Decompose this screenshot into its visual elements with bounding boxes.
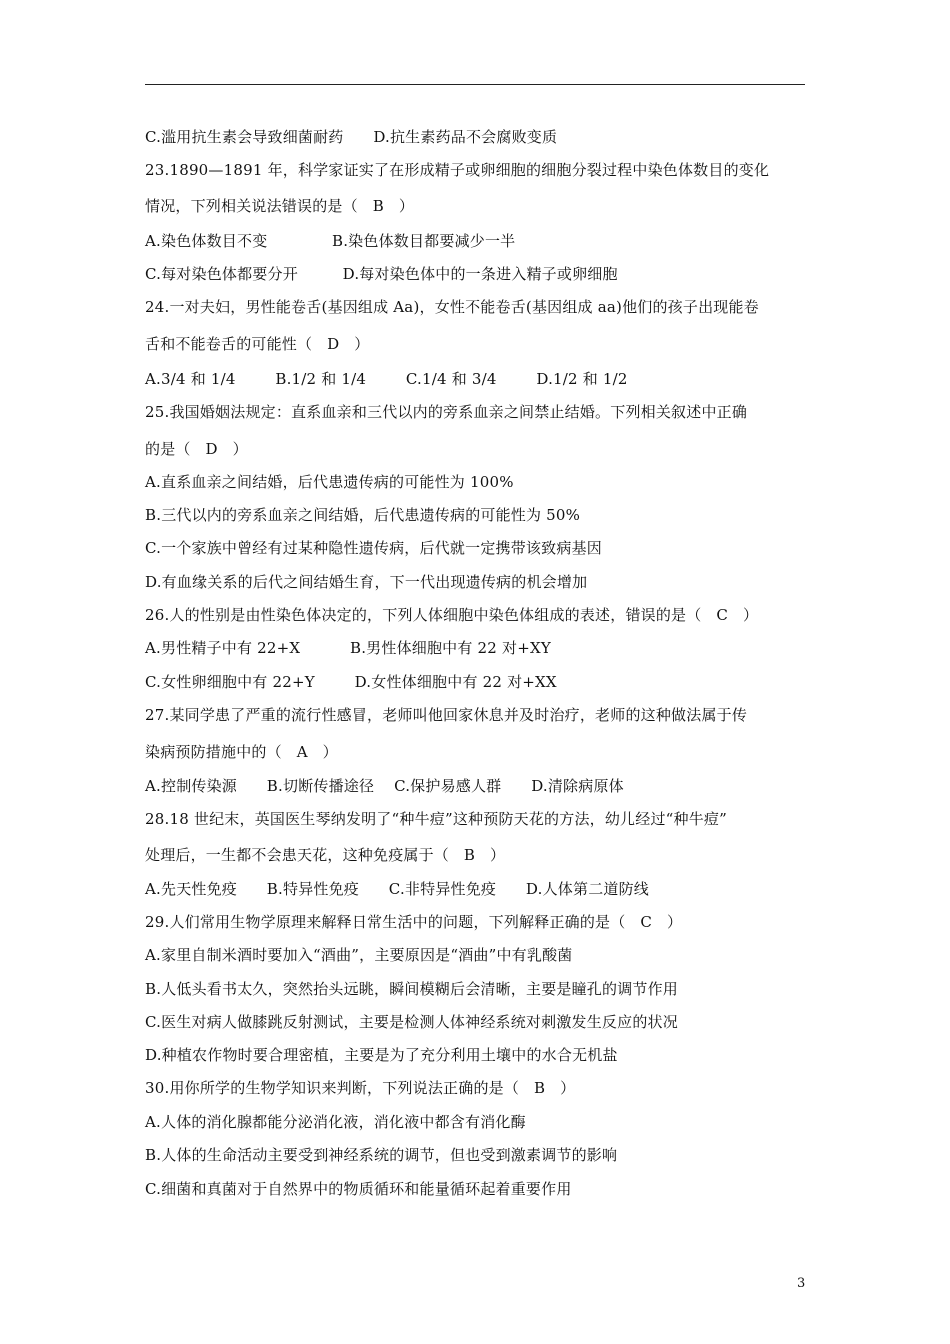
question-28-stem: 28.18 世纪末，英国医生琴纳发明了“种牛痘”这种预防天花的方法，幼儿经过“种牛痘” (145, 810, 727, 828)
question-25-option-b: B.三代以内的旁系血亲之间结婚，后代患遗传病的可能性为 50% (145, 506, 581, 524)
question-23-options-cd: C.每对染色体都要分开 D.每对染色体中的一条进入精子或卵细胞 (145, 265, 618, 283)
text-line: C.滥用抗生素会导致细菌耐药 D.抗生素药品不会腐败变质 (145, 128, 558, 146)
question-28-stem-cont: 处理后，一生都不会患天花，这种免疫属于（ B ） (145, 846, 506, 864)
question-24-stem: 24.一对夫妇，男性能卷舌(基因组成 Aa)，女性不能卷舌(基因组成 aa)他们的孩子出现能卷 (145, 298, 759, 316)
question-25-option-d: D.有血缘关系的后代之间结婚生育，下一代出现遗传病的机会增加 (145, 573, 588, 591)
question-26-stem: 26.人的性别是由性染色体决定的，下列人体细胞中染色体组成的表述，错误的是（ C ） (145, 606, 759, 624)
question-29-option-d: D.种植农作物时要合理密植，主要是为了充分利用土壤中的水合无机盐 (145, 1046, 618, 1064)
question-28-options: A.先天性免疫 B.特异性免疫 C.非特异性免疫 D.人体第二道防线 (145, 880, 649, 898)
question-29-option-a: A.家里自制米酒时要加入“酒曲”，主要原因是“酒曲”中有乳酸菌 (145, 946, 573, 964)
question-25-stem: 25.我国婚姻法规定：直系血亲和三代以内的旁系血亲之间禁止结婚。下列相关叙述中正确 (145, 403, 748, 421)
question-30-stem: 30.用你所学的生物学知识来判断，下列说法正确的是（ B ） (145, 1079, 576, 1097)
question-30-option-c: C.细菌和真菌对于自然界中的物质循环和能量循环起着重要作用 (145, 1180, 572, 1198)
question-25-option-c: C.一个家族中曾经有过某种隐性遗传病，后代就一定携带该致病基因 (145, 539, 602, 557)
question-26-options-ab: A.男性精子中有 22+X B.男性体细胞中有 22 对+XY (145, 639, 551, 657)
page-number: 3 (797, 1276, 806, 1291)
question-30-option-a: A.人体的消化腺都能分泌消化液，消化液中都含有消化酶 (145, 1113, 526, 1131)
question-29-option-c: C.医生对病人做膝跳反射测试，主要是检测人体神经系统对刺激发生反应的状况 (145, 1013, 678, 1031)
question-23-stem-cont: 情况，下列相关说法错误的是（ B ） (145, 197, 415, 215)
question-23-stem: 23.1890—1891 年，科学家证实了在形成精子或卵细胞的细胞分裂过程中染色体数目的变化 (145, 161, 770, 179)
question-25-stem-cont: 的是（ D ） (145, 440, 248, 458)
question-23-options-ab: A.染色体数目不变 B.染色体数目都要减少一半 (145, 232, 516, 250)
question-26-options-cd: C.女性卵细胞中有 22+Y D.女性体细胞中有 22 对+XX (145, 673, 557, 691)
question-30-option-b: B.人体的生命活动主要受到神经系统的调节，但也受到激素调节的影响 (145, 1146, 618, 1164)
question-27-stem-cont: 染病预防措施中的（ A ） (145, 743, 338, 761)
question-29-option-b: B.人低头看书太久，突然抬头远眺，瞬间模糊后会清晰，主要是瞳孔的调节作用 (145, 980, 678, 998)
question-27-options: A.控制传染源 B.切断传播途径 C.保护易感人群 D.清除病原体 (145, 777, 624, 795)
question-29-stem: 29.人们常用生物学原理来解释日常生活中的问题，下列解释正确的是（ C ） (145, 913, 683, 931)
question-24-options: A.3/4 和 1/4 B.1/2 和 1/4 C.1/4 和 3/4 D.1/2 和 1/2 (145, 370, 628, 388)
question-27-stem: 27.某同学患了严重的流行性感冒，老师叫他回家休息并及时治疗，老师的这种做法属于传 (145, 706, 748, 724)
question-25-option-a: A.直系血亲之间结婚，后代患遗传病的可能性为 100% (145, 473, 514, 491)
header-rule (145, 84, 805, 85)
question-24-stem-cont: 舌和不能卷舌的可能性（ D ） (145, 335, 370, 353)
